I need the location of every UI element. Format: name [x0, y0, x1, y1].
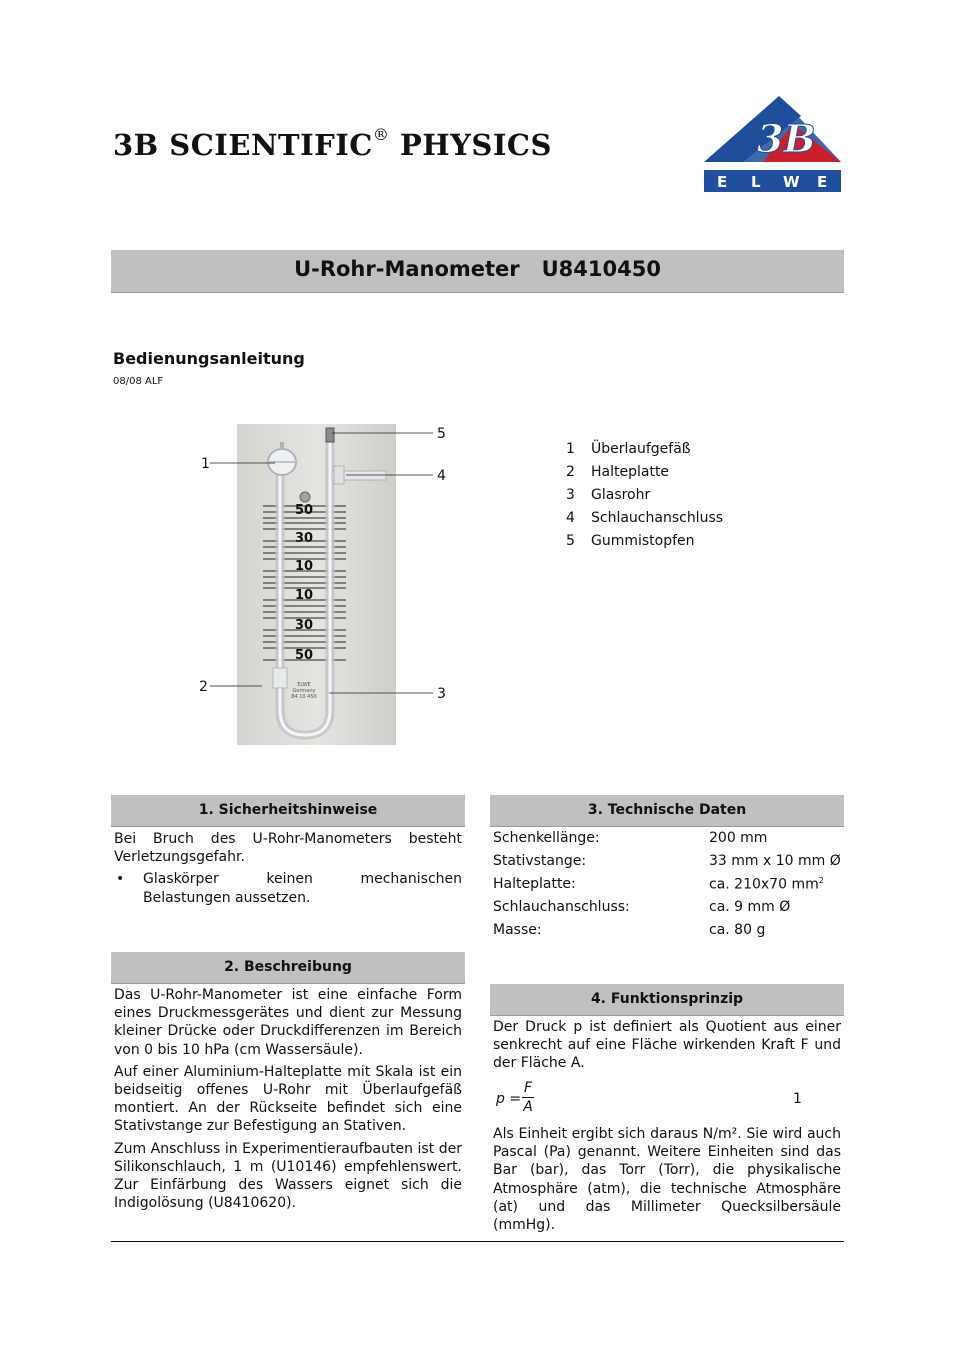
legend-label: Schlauchanschluss — [591, 510, 724, 526]
legend-number: 4 — [566, 510, 575, 526]
legend-label: Überlaufgefäß — [591, 441, 691, 457]
legend-item — [566, 510, 723, 533]
spec-row — [493, 922, 841, 945]
pressure-formula — [493, 1080, 841, 1120]
elwe-logo — [703, 94, 843, 194]
legend-label: Gummistopfen — [591, 533, 695, 549]
safety-text: Bei Bruch des U-Rohr-Manometers besteht Verletzungsgefahr. — [114, 831, 462, 866]
section-heading-principle: 4. Funktionsprinzip — [490, 984, 844, 1016]
mounting-screw — [300, 492, 310, 502]
callout-number: 5 — [437, 426, 446, 442]
section-body-safety — [114, 830, 462, 907]
callout-number: 2 — [199, 679, 208, 695]
callout-number: 3 — [437, 686, 446, 702]
scale-label: 30 — [294, 618, 314, 633]
plate-label: Germany — [292, 688, 316, 694]
description-paragraph: Auf einer Aluminium-Halteplatte mit Skala ist ein beidseitig offenes U-Rohr mit Überlaufgefäß montiert. An der Rückseite befindet sich eine Stativstange zur Befestigung an Stativen. — [114, 1063, 462, 1135]
scale-label: 30 — [294, 531, 314, 546]
scale-label: 50 — [294, 648, 314, 663]
equation-number: 1 — [793, 1091, 802, 1107]
svg-text:W: W — [783, 173, 800, 191]
scale-label: 50 — [294, 503, 314, 518]
spec-key: Schenkellänge: — [493, 830, 600, 846]
registered-mark: ® — [372, 125, 390, 145]
section-body-principle — [493, 1018, 841, 1073]
product-title: U-Rohr-Manometer U8410450 — [294, 257, 661, 281]
section-heading-safety: 1. Sicherheitshinweise — [111, 795, 465, 827]
description-paragraph: Zum Anschluss in Experimentieraufbauten ist der Silikonschlauch, 1 m (U10146) empfehlenswert. Zur Einfärbung des Wassers eignet sich die Indigolösung (U8410620). — [114, 1140, 462, 1212]
brand-title — [113, 125, 552, 162]
callout-number: 1 — [201, 456, 210, 472]
scale-label: 10 — [294, 588, 314, 603]
formula-denominator: A — [523, 1099, 533, 1115]
callout-number: 4 — [437, 468, 446, 484]
bullet-text: Glaskörper keinen mechanischen Belastungen aussetzen. — [143, 871, 462, 906]
svg-text:E: E — [817, 173, 828, 191]
plate-label: 84 10 450 — [291, 694, 317, 700]
legend-number: 2 — [566, 464, 575, 480]
description-paragraph: Das U-Rohr-Manometer ist eine einfache Form eines Druckmessgerätes und dient zur Messung kleiner Drücke oder Druckdifferenzen im Bereich von 0 bis 10 hPa (cm Wassersäule). — [114, 987, 462, 1058]
spec-value: 33 mm x 10 mm Ø — [709, 853, 841, 869]
legend-item — [566, 441, 723, 464]
rubber-stopper — [326, 428, 334, 442]
spec-row — [493, 876, 841, 899]
spec-value: ca. 9 mm Ø — [709, 899, 791, 915]
spec-key: Masse: — [493, 922, 542, 938]
legend-number: 5 — [566, 533, 575, 549]
manometer-photo — [196, 420, 456, 750]
section-heading-description: 2. Beschreibung — [111, 952, 465, 984]
spec-value: ca. 210x70 mm — [709, 876, 819, 893]
spec-value: ca. 80 g — [709, 922, 766, 938]
plate-label: ELWE — [297, 682, 311, 688]
spec-superscript: 2 — [818, 876, 824, 885]
spec-row — [493, 830, 841, 853]
spec-row — [493, 853, 841, 876]
formula-fraction — [522, 1080, 534, 1115]
spec-row — [493, 899, 841, 922]
legend-item — [566, 464, 723, 487]
logo-text: 3B — [757, 116, 816, 161]
legend-number: 3 — [566, 487, 575, 503]
formula-numerator: F — [523, 1080, 533, 1096]
spec-value: 200 mm — [709, 830, 768, 846]
spec-key: Schlauchanschluss: — [493, 899, 630, 915]
specs-table — [493, 830, 841, 945]
svg-text:E: E — [717, 173, 728, 191]
principle-paragraph: Als Einheit ergibt sich daraus N/m². Sie wird auch Pascal (Pa) genannt. Weitere Einheiten sind das Bar (bar), das Torr (Torr), die physikalische Atmosphäre (atm), die technische Atmosphäre (at) und das Millimeter Quecksilbersäule (mmHg). — [493, 1126, 841, 1234]
formula-lhs: p = — [496, 1091, 522, 1107]
brand-tail: PHYSICS — [389, 128, 552, 162]
legend-item — [566, 487, 723, 510]
tube-clamp — [273, 668, 287, 688]
scale-label: 10 — [294, 559, 314, 574]
svg-text:L: L — [751, 173, 761, 191]
parts-legend — [566, 441, 723, 556]
date-code: 08/08 ALF — [113, 376, 164, 387]
legend-item — [566, 533, 723, 556]
safety-bullet — [114, 870, 462, 906]
section-body-description — [114, 986, 462, 1212]
legend-label: Glasrohr — [591, 487, 651, 503]
product-title-bar — [111, 250, 844, 293]
section-body-principle-units — [493, 1125, 841, 1234]
principle-paragraph: Der Druck p ist definiert als Quotient aus einer senkrecht auf eine Fläche wirkenden Kraft F und der Fläche A. — [493, 1019, 841, 1072]
spec-key: Stativstange: — [493, 853, 587, 869]
footer-rule — [111, 1241, 844, 1242]
manual-heading: Bedienungsanleitung — [113, 349, 305, 368]
section-heading-specs: 3. Technische Daten — [490, 795, 844, 827]
legend-label: Halteplatte — [591, 464, 670, 480]
spec-key: Halteplatte: — [493, 876, 576, 892]
legend-number: 1 — [566, 441, 575, 457]
brand-main: 3B SCIENTIFIC — [113, 128, 373, 162]
bullet-symbol: • — [116, 871, 125, 888]
